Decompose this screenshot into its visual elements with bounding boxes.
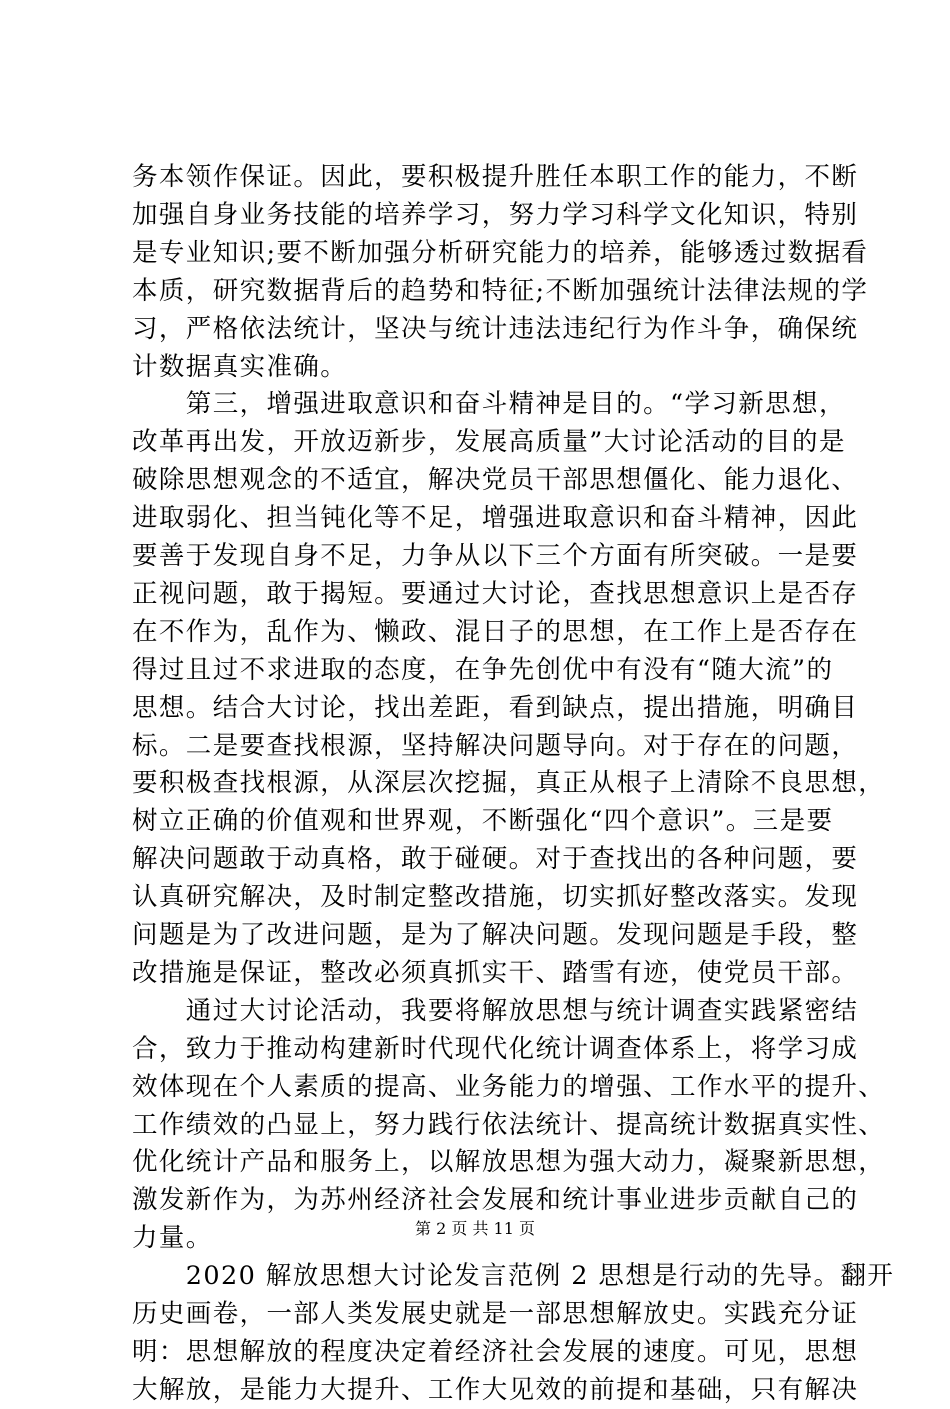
text-line: 问题是为了改进问题，是为了解决问题。发现问题是手段，整 [132,920,859,950]
text-line: 正视问题，敢于揭短。要通过大讨论，查找思想意识上是否存 [132,578,859,609]
text-line: 加强自身业务技能的培养学习，努力学习科学文化知识，特别 [132,199,859,230]
text-line: 计数据真实准确。 [132,351,348,382]
text-line: 历史画卷，一部人类发展史就是一部思想解放史。实践充分证 [132,1299,859,1329]
text-line: 得过且过不求进取的态度，在争先创优中有没有“随大流”的 [132,654,834,685]
text-line: 解决问题敢于动真格，敢于碰硬。对于查找出的各种问题，要 [132,844,859,875]
text-line: 工作绩效的凸显上，努力践行依法统计、提高统计数据真实性、 [132,1109,886,1140]
page-footer: 第 2 页 共 11 页 [415,1219,535,1238]
text-line: 思想。结合大讨论，找出差距，看到缺点，提出措施，明确目 [132,692,859,723]
text-line: 本质，研究数据背后的趋势和特征;不断加强统计法律法规的学 [132,275,869,306]
text-line: 破除思想观念的不适宜，解决党员干部思想僵化、能力退化、 [132,465,859,496]
text-line: 习，严格依法统计，坚决与统计违法违纪行为作斗争，确保统 [132,313,859,344]
text-line: 认真研究解决，及时制定整改措施，切实抓好整改落实。发现 [132,882,859,913]
text-line: 激发新作为，为苏州经济社会发展和统计事业进步贡献自己的 [132,1185,859,1216]
text-line: 务本领作保证。因此，要积极提升胜任本职工作的能力，不断 [132,162,859,192]
text-line: 效体现在个人素质的提高、业务能力的增强、工作水平的提升、 [132,1071,886,1102]
text-line: 优化统计产品和服务上，以解放思想为强大动力，凝聚新思想， [132,1147,886,1178]
text-line: 要善于发现自身不足，力争从以下三个方面有所突破。一是要 [132,541,859,571]
text-line: 要积极查找根源，从深层次挖掘，真正从根子上清除不良思想， [132,768,886,799]
text-line: 力量。 [132,1223,213,1254]
text-line: 明：思想解放的程度决定着经济社会发展的速度。可见，思想 [132,1336,859,1367]
text-line: 在不作为，乱作为、懒政、混日子的思想，在工作上是否存在 [132,616,859,647]
text-line: 改革再出发，开放迈新步，发展高质量”大讨论活动的目的是 [132,427,846,458]
text-line: 2020 解放思想大讨论发言范例 2 思想是行动的先导。翻开 [132,1261,895,1292]
text-line: 大解放，是能力大提升、工作大见效的前提和基础，只有解决 [132,1374,859,1405]
text-line: 改措施是保证，整改必须真抓实干、踏雪有迹，使党员干部。 [132,957,859,988]
text-line: 树立正确的价值观和世界观，不断强化“四个意识”。三是要 [132,806,834,837]
text-line: 标。二是要查找根源，坚持解决问题导向。对于存在的问题， [132,730,859,761]
text-line: 第三，增强进取意识和奋斗精神是目的。“学习新思想， [132,389,846,420]
text-line: 是专业知识;要不断加强分析研究能力的培养，能够透过数据看 [132,237,869,268]
text-line: 进取弱化、担当钝化等不足，增强进取意识和奋斗精神，因此 [132,503,859,534]
text-line: 合，致力于推动构建新时代现代化统计调查体系上，将学习成 [132,1033,859,1064]
text-line: 通过大讨论活动，我要将解放思想与统计调查实践紧密结 [132,995,859,1026]
